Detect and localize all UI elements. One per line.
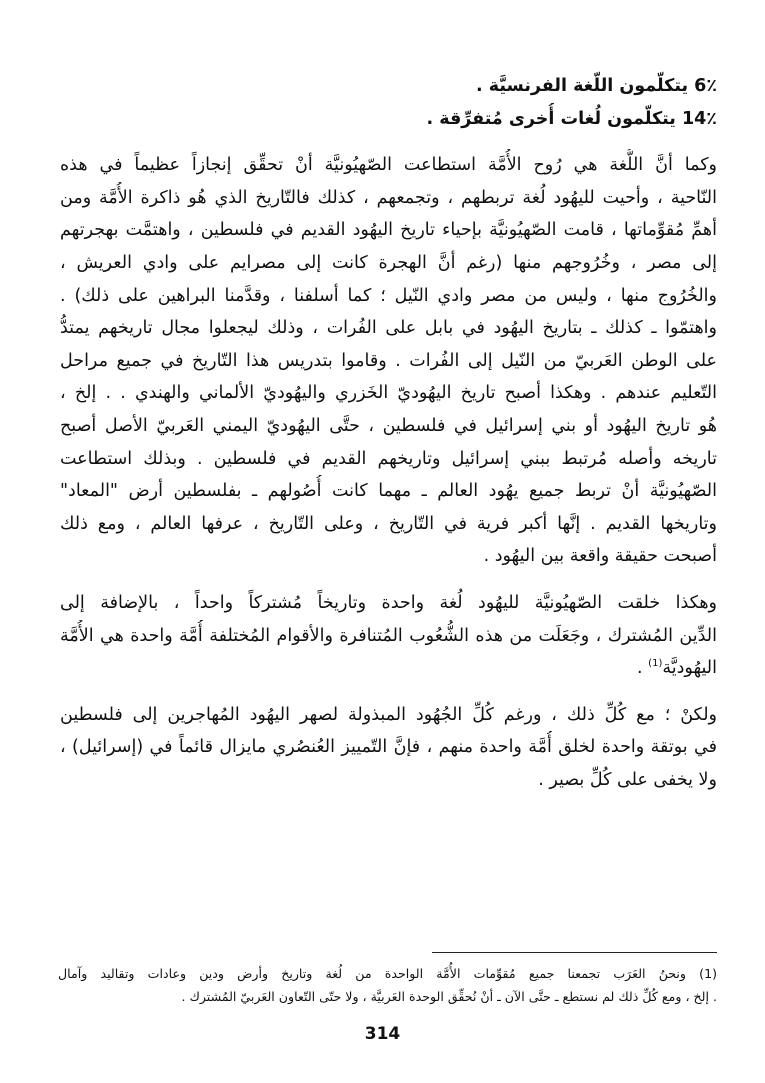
footnote-reference: (1) — [648, 658, 663, 670]
paragraph-line: تاريخه وأصله مُرتبط ببني إسرائيل وتاريخهم القديم في فلسطين . وبذلك استطاعت — [60, 448, 717, 469]
footnote-divider — [432, 952, 717, 953]
list-item: 6٪ يتكلّمون اللّغة الفرنسيَّة . — [476, 76, 717, 96]
paragraph-line: وهكذا خلقت الصّهيُونيَّة لليهُود لُغة واحدة وتاريخاً مُشتركاً واحداً ، بالإضافة إلى — [60, 592, 717, 613]
paragraph-text: . — [637, 658, 649, 679]
paragraph-line: أهمِّ مُقوِّماتها ، قامت الصّهيُونيَّة بإحياء تاريخ اليهُود القديم في فلسطين ، واهتمَّت بهجرتهم — [60, 220, 717, 241]
footnote-line: . إلخ ، ومع كُلِّ ذلك لم نستطع ـ حتَّى الآن ـ أنْ نُحقِّق الوحدة العَربيَّة ، ولا حتّى التّعاون العَربيّ المُشترك . — [181, 989, 717, 1004]
paragraph-line: في بوتقة واحدة لخلق أُمَّة واحدة منهم ، فإنَّ التّمييز العُنصُري مايزال قائماً في (إسرائيل) ، — [60, 737, 717, 758]
paragraph-line: وكما أنَّ اللُّغة هي رُوح الأُمَّة استطاعت الصّهيُونيَّة أنْ تحقِّق إنجازاً عظيماً في هذه — [60, 155, 717, 176]
paragraph-line: هُو تاريخ اليهُود أو بني إسرائيل في فلسطين ، حتَّى اليهُوديّ اليمني العَربيّ الأصل أصبح — [60, 415, 717, 436]
paragraph-line: ولا يخفى على كُلِّ بصير . — [538, 769, 717, 790]
footnote-line: (1) ونحنُ العَرَب تجمعنا جميع مُقوِّمات الأُمَّة الواحدة من لُغة وتاريخ وأرض ودين وعادات وتقاليد وآمال — [58, 966, 717, 981]
paragraph-line: وتاريخها القديم . إنَّها أكبر فرية في التّاريخ ، وعلى التّاريخ ، عرفها العالم ، ومع ذلك — [60, 513, 717, 534]
paragraph-line: النّاحية ، وأحيت لليهُود لُغة تربطهم ، وتجمعهم ، كذلك فالتّاريخ الذي هُو ذاكرة الأُمَّة ومن — [60, 187, 717, 208]
paragraph-line: التّعليم عندهم . وهكذا أصبح تاريخ اليهُوديّ الخَزري واليهُوديّ الألماني والهندي . . إلخ ، — [60, 383, 717, 404]
list-item: 14٪ يتكلّمون لُغات أُخرى مُتفرِّقة . — [426, 108, 717, 129]
paragraph-line-with-note — [60, 652, 717, 685]
paragraph-line: والخُرُوج منها ، وليس من مصر وادي النّيل ؛ كما أسلفنا ، وقدَّمنا البراهين على ذلك) . — [60, 285, 717, 306]
paragraph-text: اليهُوديَّة — [662, 658, 717, 679]
paragraph-line: إلى مصر ، وخُرُوجهم منها (رغم أنَّ الهجرة كانت إلى مصرايم على وادي العريش ، — [60, 252, 717, 273]
paragraph-line: الدِّين المُشترك ، وجَعَلَت من هذه الشُّعُوب المُتنافرة والأقوام المُختلفة أُمَّة واحدة هي الأُمَّة — [60, 625, 717, 646]
paragraph-line: ولكنْ ؛ مع كُلِّ ذلك ، ورغم كُلِّ الجُهُود المبذولة لصهر اليهُود المُهاجرين إلى فلسطين — [60, 704, 717, 725]
page-number: 314 — [364, 1024, 401, 1044]
body-text — [60, 70, 717, 796]
footnote — [58, 962, 717, 1008]
paragraph-line: على الوطن العَربيّ من النّيل إلى الفُرات . وقاموا بتدريس هذا التّاريخ في جميع مراحل — [60, 350, 717, 371]
paragraph-line: أصبحت حقيقة واقعة بين اليهُود . — [483, 546, 717, 567]
paragraph-line: واهتمّوا ـ كذلك ـ بتاريخ اليهُود في بابل على الفُرات ، وذلك ليجعلوا مجال تاريخهم يمتدُّ — [60, 318, 717, 339]
paragraph-line: الصّهيُونيَّة أنْ تربط جميع يهُود العالم ـ مهما كانت أُصُولهم ـ بفلسطين أرض "المعاد" — [60, 481, 717, 502]
